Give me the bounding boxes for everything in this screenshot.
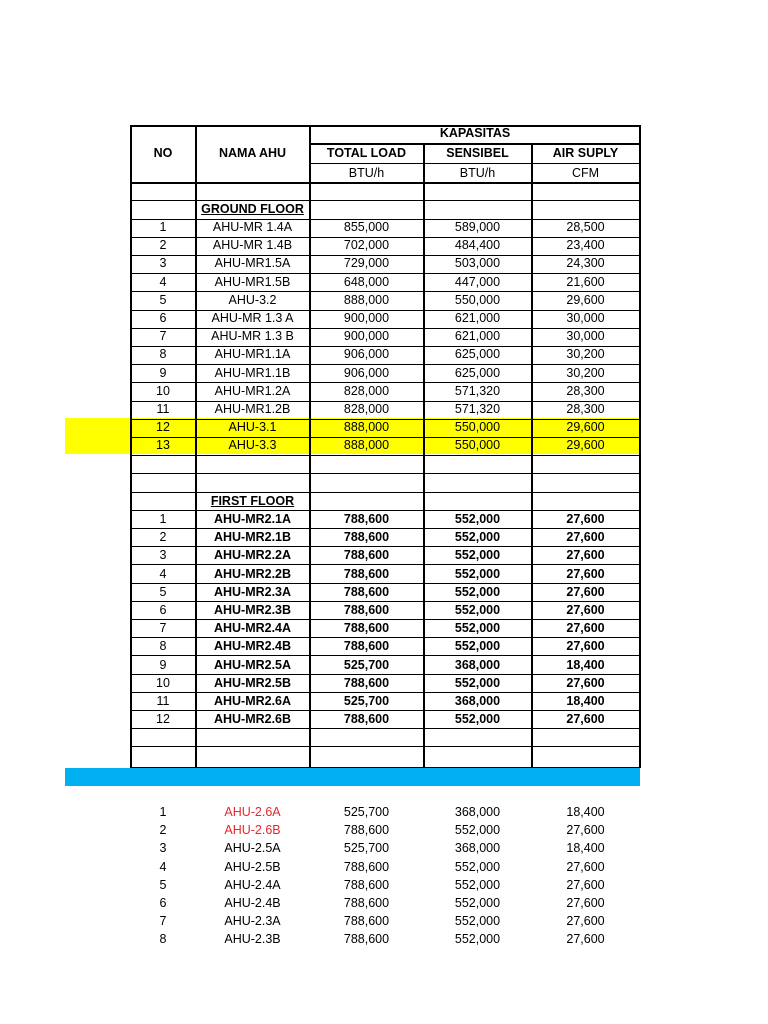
grid-vline: [130, 125, 132, 768]
cell-nama-ahu: AHU-MR2.3A: [213, 584, 292, 599]
grid-hline: [130, 455, 640, 456]
cell-air-suply: 27,600: [566, 877, 605, 892]
table-row: [0, 309, 768, 327]
table-row: [0, 236, 768, 254]
cell-air-suply: 29,600: [566, 438, 605, 453]
cell-total-load: 828,000: [343, 402, 390, 416]
cell-nama-ahu: AHU-2.5B: [224, 859, 281, 874]
table-row: [0, 930, 768, 948]
grid-hline: [130, 583, 640, 584]
cell-total-load: 788,600: [343, 877, 390, 892]
grid-hline: [130, 746, 640, 747]
cell-air-suply: 30,000: [566, 311, 605, 325]
cell-total-load: 648,000: [343, 274, 390, 289]
table-row: [0, 254, 768, 272]
cell-total-load: 900,000: [343, 311, 390, 325]
cell-no: 11: [156, 402, 170, 416]
cell-total-load: 788,600: [343, 548, 390, 563]
grid-hline: [130, 346, 640, 347]
cell-sensibel: 368,000: [454, 841, 501, 856]
table-row: [0, 382, 768, 400]
grid-vline: [639, 125, 641, 768]
table-row: [0, 692, 768, 710]
cell-no: 9: [159, 365, 167, 380]
cell-nama-ahu: AHU-2.5A: [224, 841, 281, 856]
cell-no: 6: [159, 603, 167, 617]
cell-sensibel: 552,000: [454, 530, 501, 545]
table-row: [0, 583, 768, 601]
grid-hline: [130, 401, 640, 402]
table-row: [0, 656, 768, 674]
cell-nama-ahu: AHU-2.4B: [224, 896, 281, 910]
header-nama-ahu: NAMA AHU: [218, 146, 287, 160]
grid-hline: [130, 310, 640, 311]
cell-nama-ahu: AHU-MR 1.4A: [212, 220, 293, 234]
header-air-suply: AIR SUPLY: [552, 146, 619, 160]
cell-nama-ahu: AHU-MR 1.3 A: [211, 311, 294, 325]
grid-hline: [130, 437, 640, 438]
table-row: [0, 912, 768, 930]
grid-hline: [130, 619, 640, 620]
cell-total-load: 888,000: [343, 420, 390, 435]
table-row: [0, 528, 768, 546]
table-row: [0, 858, 768, 876]
table-row: [0, 674, 768, 692]
cell-nama-ahu: AHU-MR2.4A: [213, 621, 292, 636]
cell-total-load: 788,600: [343, 584, 390, 599]
cell-air-suply: 24,300: [566, 256, 605, 271]
cell-sensibel: 552,000: [454, 675, 501, 690]
cell-sensibel: 550,000: [454, 292, 501, 307]
cell-sensibel: 552,000: [454, 603, 501, 617]
grid-hline: [130, 419, 640, 420]
section-first-floor: FIRST FLOOR: [210, 494, 295, 508]
grid-hline: [130, 601, 640, 602]
cell-no: 3: [159, 548, 167, 563]
cell-nama-ahu: AHU-MR1.2A: [214, 383, 291, 398]
cell-no: 8: [159, 639, 167, 654]
grid-hline: [130, 382, 640, 383]
cell-no: 7: [159, 329, 167, 344]
cell-air-suply: 27,600: [566, 566, 605, 581]
cell-no: 4: [159, 274, 167, 289]
table-row: [0, 637, 768, 655]
cell-air-suply: 18,400: [566, 694, 605, 708]
cell-air-suply: 27,600: [566, 530, 605, 545]
cell-no: 12: [156, 420, 170, 435]
cell-total-load: 788,600: [343, 603, 390, 617]
cell-nama-ahu: AHU-2.6B: [224, 823, 281, 838]
grid-vline: [531, 143, 533, 768]
cell-sensibel: 621,000: [454, 311, 501, 325]
cell-no: 3: [159, 841, 167, 856]
cell-sensibel: 625,000: [454, 365, 501, 380]
cell-nama-ahu: AHU-MR1.1A: [214, 347, 291, 362]
grid-hline: [130, 674, 640, 675]
cell-sensibel: 552,000: [454, 566, 501, 581]
table-row: [0, 803, 768, 821]
cell-no: 7: [159, 914, 167, 929]
cell-no: 8: [159, 347, 167, 362]
cell-sensibel: 552,000: [454, 823, 501, 838]
cell-sensibel: 447,000: [454, 274, 501, 289]
separator-bar: [65, 768, 640, 786]
cell-air-suply: 27,600: [566, 712, 605, 727]
cell-nama-ahu: AHU-MR2.1B: [213, 530, 292, 545]
cell-air-suply: 29,600: [566, 420, 605, 435]
cell-air-suply: 30,200: [566, 347, 605, 362]
grid-hline: [130, 692, 640, 693]
cell-sensibel: 621,000: [454, 329, 501, 344]
cell-nama-ahu: AHU-MR1.5A: [214, 256, 291, 271]
cell-sensibel: 552,000: [454, 859, 501, 874]
cell-no: 7: [159, 621, 167, 636]
cell-air-suply: 27,600: [566, 896, 605, 910]
cell-total-load: 855,000: [343, 220, 390, 234]
cell-nama-ahu: AHU-MR 1.4B: [212, 238, 293, 253]
grid-hline: [130, 273, 640, 274]
cell-no: 2: [159, 238, 167, 253]
cell-air-suply: 23,400: [566, 238, 605, 253]
cell-no: 2: [159, 530, 167, 545]
grid-hline: [310, 163, 640, 164]
cell-nama-ahu: AHU-MR2.4B: [213, 639, 292, 654]
cell-no: 5: [159, 292, 167, 307]
cell-nama-ahu: AHU-MR1.1B: [214, 365, 291, 380]
header-sensibel: SENSIBEL: [446, 146, 509, 160]
grid-hline: [130, 710, 640, 711]
table-row-highlighted: [65, 436, 640, 454]
cell-air-suply: 28,500: [566, 220, 605, 234]
section-ground-floor: GROUND FLOOR: [201, 202, 304, 216]
cell-air-suply: 27,600: [566, 823, 605, 838]
grid-hline: [130, 655, 640, 656]
cell-nama-ahu: AHU-3.1: [228, 420, 277, 435]
cell-sensibel: 550,000: [454, 420, 501, 435]
cell-sensibel: 571,320: [454, 402, 501, 416]
cell-nama-ahu: AHU-MR 1.3 B: [211, 329, 294, 344]
cell-total-load: 788,600: [343, 512, 390, 526]
cell-air-suply: 28,300: [566, 402, 605, 416]
cell-no: 3: [159, 256, 167, 271]
table-row: [0, 601, 768, 619]
grid-hline: [130, 528, 640, 529]
grid-hline: [130, 328, 640, 329]
unit-total-load: BTU/h: [348, 166, 385, 180]
grid-hline: [130, 728, 640, 729]
cell-no: 6: [159, 896, 167, 910]
cell-nama-ahu: AHU-MR2.6B: [213, 712, 292, 727]
cell-sensibel: 589,000: [454, 220, 501, 234]
cell-total-load: 788,600: [343, 566, 390, 581]
cell-air-suply: 21,600: [566, 274, 605, 289]
cell-air-suply: 27,600: [566, 639, 605, 654]
grid-vline: [309, 125, 311, 768]
cell-total-load: 906,000: [343, 347, 390, 362]
table-row: [0, 218, 768, 236]
table-row: [0, 273, 768, 291]
cell-no: 1: [159, 512, 167, 526]
cell-total-load: 828,000: [343, 383, 390, 398]
cell-air-suply: 28,300: [566, 383, 605, 398]
cell-air-suply: 27,600: [566, 548, 605, 563]
table-row: [0, 565, 768, 583]
cell-total-load: 702,000: [343, 238, 390, 253]
table-row: [0, 345, 768, 363]
grid-hline: [130, 182, 640, 184]
cell-sensibel: 552,000: [454, 639, 501, 654]
cell-sensibel: 368,000: [454, 657, 501, 672]
header-no: NO: [153, 146, 173, 160]
cell-nama-ahu: AHU-MR2.5B: [213, 675, 292, 690]
cell-air-suply: 18,400: [566, 805, 605, 819]
cell-sensibel: 552,000: [454, 932, 501, 947]
cell-sensibel: 571,320: [454, 383, 501, 398]
cell-no: 9: [159, 657, 167, 672]
cell-no: 12: [156, 712, 170, 727]
grid-hline: [130, 510, 640, 511]
cell-nama-ahu: AHU-MR2.6A: [213, 694, 292, 708]
cell-total-load: 888,000: [343, 292, 390, 307]
cell-total-load: 525,700: [343, 694, 390, 708]
cell-air-suply: 27,600: [566, 859, 605, 874]
grid-vline: [195, 125, 197, 768]
cell-no: 2: [159, 823, 167, 838]
table-row: [0, 510, 768, 528]
table-row: [0, 619, 768, 637]
grid-hline: [130, 255, 640, 256]
cell-total-load: 788,600: [343, 675, 390, 690]
cell-nama-ahu: AHU-MR2.5A: [213, 657, 292, 672]
cell-nama-ahu: AHU-2.3B: [224, 932, 281, 947]
cell-no: 13: [156, 438, 170, 453]
cell-no: 10: [156, 383, 170, 398]
cell-total-load: 788,600: [343, 914, 390, 929]
table-row: [0, 546, 768, 564]
cell-no: 1: [159, 220, 167, 234]
grid-hline: [130, 492, 640, 493]
cell-total-load: 525,700: [343, 805, 390, 819]
table-row-highlighted: [65, 418, 640, 436]
table-row: [0, 710, 768, 728]
cell-sensibel: 552,000: [454, 877, 501, 892]
table-row: [0, 364, 768, 382]
cell-total-load: 788,600: [343, 712, 390, 727]
grid-hline: [130, 125, 640, 127]
cell-air-suply: 18,400: [566, 657, 605, 672]
table-row: [0, 400, 768, 418]
cell-nama-ahu: AHU-2.6A: [224, 805, 281, 819]
cell-no: 5: [159, 584, 167, 599]
cell-sensibel: 503,000: [454, 256, 501, 271]
table-row: [0, 839, 768, 857]
cell-total-load: 888,000: [343, 438, 390, 453]
grid-vline: [423, 143, 425, 768]
cell-sensibel: 368,000: [454, 805, 501, 819]
cell-total-load: 906,000: [343, 365, 390, 380]
table-row: [0, 876, 768, 894]
cell-total-load: 788,600: [343, 639, 390, 654]
cell-air-suply: 27,600: [566, 932, 605, 947]
cell-air-suply: 27,600: [566, 621, 605, 636]
grid-hline: [130, 200, 640, 201]
cell-nama-ahu: AHU-MR2.3B: [213, 603, 292, 617]
cell-no: 6: [159, 311, 167, 325]
cell-sensibel: 552,000: [454, 584, 501, 599]
cell-total-load: 788,600: [343, 621, 390, 636]
cell-nama-ahu: AHU-3.3: [228, 438, 277, 453]
cell-nama-ahu: AHU-3.2: [228, 292, 277, 307]
cell-no: 10: [156, 675, 170, 690]
cell-no: 4: [159, 859, 167, 874]
cell-sensibel: 368,000: [454, 694, 501, 708]
cell-air-suply: 27,600: [566, 603, 605, 617]
cell-sensibel: 550,000: [454, 438, 501, 453]
cell-nama-ahu: AHU-2.3A: [224, 914, 281, 929]
cell-nama-ahu: AHU-MR1.5B: [214, 274, 291, 289]
cell-no: 8: [159, 932, 167, 947]
cell-sensibel: 552,000: [454, 896, 501, 910]
cell-air-suply: 27,600: [566, 584, 605, 599]
cell-air-suply: 27,600: [566, 675, 605, 690]
cell-sensibel: 552,000: [454, 621, 501, 636]
cell-sensibel: 625,000: [454, 347, 501, 362]
cell-air-suply: 27,600: [566, 914, 605, 929]
grid-hline: [130, 291, 640, 292]
table-row: [0, 894, 768, 912]
cell-total-load: 788,600: [343, 896, 390, 910]
cell-sensibel: 552,000: [454, 712, 501, 727]
grid-hline: [130, 364, 640, 365]
grid-hline: [130, 219, 640, 220]
cell-air-suply: 30,200: [566, 365, 605, 380]
grid-hline: [130, 546, 640, 547]
cell-no: 5: [159, 877, 167, 892]
grid-hline: [130, 637, 640, 638]
header-kapasitas: KAPASITAS: [439, 126, 511, 140]
table-row: [0, 291, 768, 309]
header-total-load: TOTAL LOAD: [326, 146, 407, 160]
cell-sensibel: 552,000: [454, 914, 501, 929]
cell-air-suply: 27,600: [566, 512, 605, 526]
cell-total-load: 525,700: [343, 657, 390, 672]
cell-sensibel: 552,000: [454, 512, 501, 526]
grid-hline: [130, 473, 640, 474]
cell-no: 4: [159, 566, 167, 581]
grid-hline: [130, 237, 640, 238]
cell-nama-ahu: AHU-MR2.1A: [213, 512, 292, 526]
cell-nama-ahu: AHU-2.4A: [224, 877, 281, 892]
cell-no: 1: [159, 805, 167, 819]
cell-total-load: 729,000: [343, 256, 390, 271]
table-row: [0, 327, 768, 345]
unit-sensibel: BTU/h: [459, 166, 496, 180]
cell-air-suply: 29,600: [566, 292, 605, 307]
cell-total-load: 900,000: [343, 329, 390, 344]
unit-air-suply: CFM: [571, 166, 600, 180]
cell-total-load: 788,600: [343, 932, 390, 947]
cell-sensibel: 484,400: [454, 238, 501, 253]
cell-total-load: 788,600: [343, 859, 390, 874]
cell-total-load: 525,700: [343, 841, 390, 856]
cell-total-load: 788,600: [343, 823, 390, 838]
grid-hline: [310, 143, 640, 145]
cell-air-suply: 30,000: [566, 329, 605, 344]
cell-sensibel: 552,000: [454, 548, 501, 563]
cell-no: 11: [156, 694, 170, 708]
cell-nama-ahu: AHU-MR1.2B: [214, 402, 291, 416]
cell-air-suply: 18,400: [566, 841, 605, 856]
cell-nama-ahu: AHU-MR2.2A: [213, 548, 292, 563]
table-row: [0, 821, 768, 839]
cell-nama-ahu: AHU-MR2.2B: [213, 566, 292, 581]
cell-total-load: 788,600: [343, 530, 390, 545]
grid-hline: [130, 564, 640, 565]
